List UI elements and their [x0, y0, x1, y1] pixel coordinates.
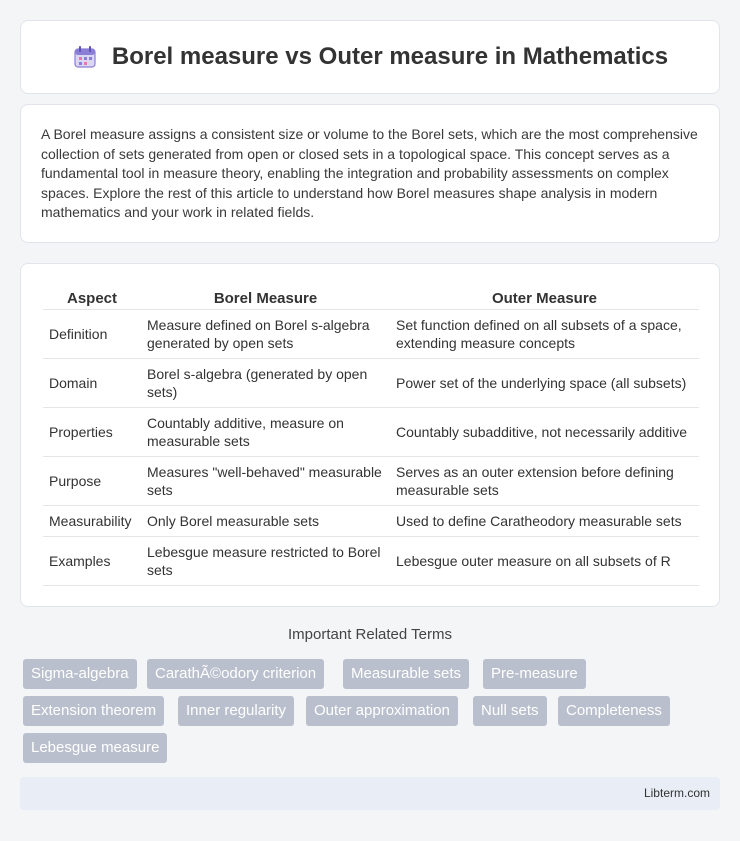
tag-pre-measure[interactable]: Pre-measure	[483, 659, 586, 689]
cell-outer: Countably subadditive, not necessarily additive	[390, 408, 699, 457]
tag-null-sets[interactable]: Null sets	[473, 696, 547, 726]
page-header	[20, 20, 720, 94]
cell-borel: Countably additive, measure on measurable sets	[141, 408, 390, 457]
tag-measurable-sets[interactable]: Measurable sets	[343, 659, 469, 689]
cell-aspect: Definition	[43, 310, 141, 359]
table-row	[43, 408, 699, 457]
cell-borel: Only Borel measurable sets	[141, 506, 390, 537]
cell-outer: Used to define Caratheodory measurable sets	[390, 506, 699, 537]
tag-extension-theorem[interactable]: Extension theorem	[23, 696, 164, 726]
table-row	[43, 506, 699, 537]
footer	[20, 777, 720, 810]
tag-caratheodory-criterion[interactable]: CarathÃ©odory criterion	[147, 659, 324, 689]
cell-outer: Lebesgue outer measure on all subsets of R	[390, 537, 699, 586]
cell-outer: Serves as an outer extension before defining measurable sets	[390, 457, 699, 506]
header-aspect: Aspect	[43, 284, 141, 310]
header-outer: Outer Measure	[390, 284, 699, 310]
cell-borel: Measure defined on Borel s-algebra generated by open sets	[141, 310, 390, 359]
cell-aspect: Purpose	[43, 457, 141, 506]
cell-aspect: Properties	[43, 408, 141, 457]
table-row	[43, 457, 699, 506]
comparison-card	[20, 263, 720, 607]
cell-outer: Set function defined on all subsets of a space, extending measure concepts	[390, 310, 699, 359]
cell-aspect: Examples	[43, 537, 141, 586]
tag-completeness[interactable]: Completeness	[558, 696, 670, 726]
tag-sigma-algebra[interactable]: Sigma-algebra	[23, 659, 137, 689]
comparison-table	[43, 284, 699, 586]
table-row	[43, 310, 699, 359]
calendar-icon	[72, 44, 98, 70]
cell-aspect: Domain	[43, 359, 141, 408]
table-header-row	[43, 284, 699, 310]
cell-borel: Measures "well-behaved" measurable sets	[141, 457, 390, 506]
cell-borel: Borel s-algebra (generated by open sets)	[141, 359, 390, 408]
cell-aspect: Measurability	[43, 506, 141, 537]
tag-outer-approximation[interactable]: Outer approximation	[306, 696, 458, 726]
footer-site-link[interactable]: Libterm.com	[643, 786, 710, 800]
cell-outer: Power set of the underlying space (all subsets)	[390, 359, 699, 408]
header-borel: Borel Measure	[141, 284, 390, 310]
table-row	[43, 537, 699, 586]
intro-card	[20, 104, 720, 243]
tag-lebesgue-measure[interactable]: Lebesgue measure	[23, 733, 167, 763]
tag-inner-regularity[interactable]: Inner regularity	[178, 696, 294, 726]
page-title: Borel measure vs Outer measure in Mathematics	[111, 43, 669, 70]
cell-borel: Lebesgue measure restricted to Borel sets	[141, 537, 390, 586]
intro-text: A Borel measure assigns a consistent size or volume to the Borel sets, which are the most comprehensive collection of sets generated from open or closed sets in a topological space. This concept serves as a fundamental tool in measure theory, enabling the integration and probability assessments on complex spaces. Explore the rest of this article to understand how Borel measures shape analysis in modern mathematics and your work in related fields.	[41, 126, 698, 220]
table-row	[43, 359, 699, 408]
related-terms-title: Important Related Terms	[288, 626, 452, 643]
